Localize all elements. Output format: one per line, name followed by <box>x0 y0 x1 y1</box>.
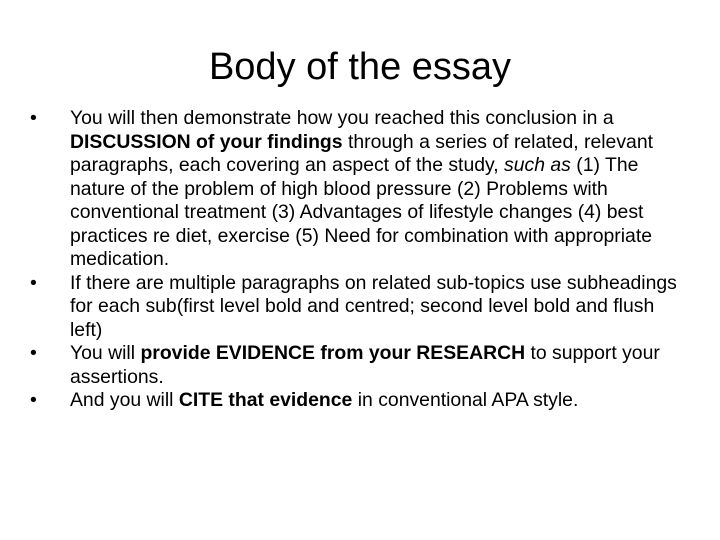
italic-text-run: such as <box>504 154 571 176</box>
bullet-text <box>70 389 578 411</box>
bullet-list <box>30 107 690 413</box>
text-run: in conventional APA style. <box>352 389 579 411</box>
bold-text-run: provide EVIDENCE from your RESEARCH <box>140 342 526 364</box>
bold-text-run: CITE that evidence <box>178 389 353 411</box>
text-run: You will then demonstrate how you reached this conclusion in a <box>70 107 614 129</box>
bullet-marker: • <box>30 271 37 294</box>
text-run: (1) The nature of the problem of high blood pressure (2) Problems with conventional treatment (3) Advantages of lifestyle changes (4) best practices re diet, exercise (5) Need for combination with appropriate medication. <box>70 154 652 270</box>
bullet-marker: • <box>30 342 37 364</box>
text-run: through a series of related, relevant paragraphs, each covering an aspect of the study, <box>70 130 653 176</box>
text-run: to support your assertions. <box>70 342 660 388</box>
bold-text-run: DISCUSSION of your findings <box>70 130 343 153</box>
bullet-text: If there are multiple paragraphs on related sub-topics use subheadings for each sub(first level bold and centred; second level bold and flush left) <box>70 271 677 341</box>
text-run: You will <box>70 342 141 364</box>
bullet-text <box>70 342 660 388</box>
text-run: And you will <box>70 389 179 411</box>
bullet-item-cite <box>30 389 690 413</box>
bullet-marker: • <box>30 389 37 411</box>
bullet-item-discussion <box>30 107 690 272</box>
bullet-item-subheadings <box>30 272 690 343</box>
bullet-text <box>70 107 653 270</box>
bullet-item-evidence <box>30 342 690 389</box>
slide-title: Body of the essay <box>208 46 512 88</box>
bullet-marker: • <box>30 107 37 129</box>
